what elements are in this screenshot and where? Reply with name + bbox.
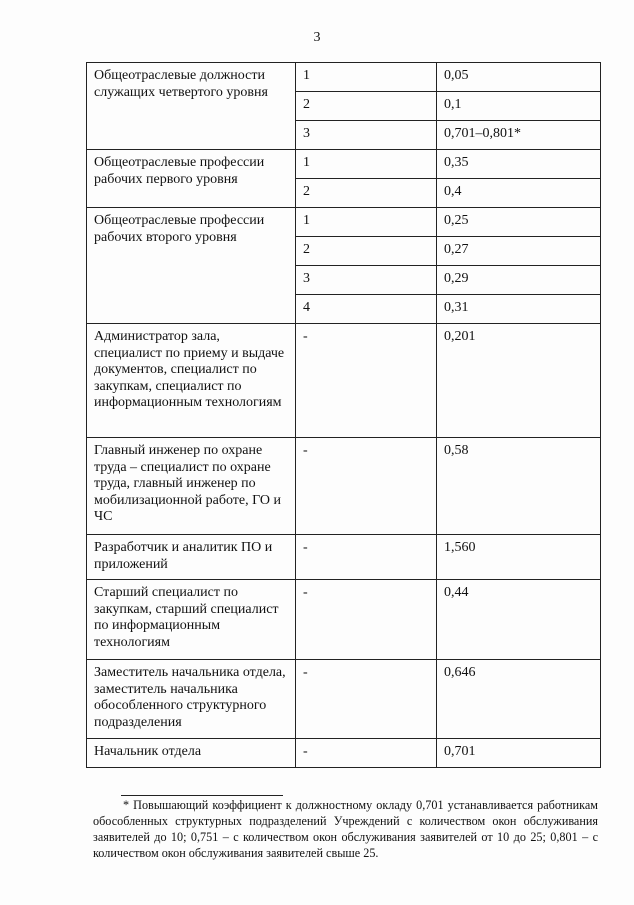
footnote-separator <box>121 795 283 796</box>
coefficient-cell: 0,27 <box>437 237 601 266</box>
position-cell: Начальник отдела <box>87 739 296 768</box>
level-cell: 2 <box>296 237 437 266</box>
coefficient-cell: 0,4 <box>437 179 601 208</box>
table-row <box>87 660 601 739</box>
table-row <box>87 739 601 768</box>
level-cell: - <box>296 580 437 660</box>
salary-coefficient-table <box>86 62 601 768</box>
position-cell: Главный инженер по охране труда – специалист по охране труда, главный инженер по мобилизационной работе, ГО и ЧС <box>87 438 296 535</box>
coefficient-cell: 1,560 <box>437 535 601 580</box>
level-cell: - <box>296 739 437 768</box>
position-cell: Общеотраслевые профессии рабочих второго уровня <box>87 208 296 324</box>
coefficient-cell: 0,25 <box>437 208 601 237</box>
coefficient-cell: 0,05 <box>437 63 601 92</box>
position-cell: Заместитель начальника отдела, заместитель начальника обособленного структурного подразделения <box>87 660 296 739</box>
page-number: 3 <box>313 30 321 45</box>
coefficient-cell: 0,1 <box>437 92 601 121</box>
position-cell: Общеотраслевые должности служащих четвертого уровня <box>87 63 296 150</box>
position-cell: Общеотраслевые профессии рабочих первого уровня <box>87 150 296 208</box>
footnote: * Повышающий коэффициент к должностному окладу 0,701 устанавливается работникам обособленных структурных подразделений Учреждений с количеством окон обслуживания заявителей до 10; 0,751 – с количеством окон обслуживания заявителей от 10 до 25; 0,801 – с количеством окон обслуживания заявителей свыше 25. <box>93 798 598 860</box>
coefficient-cell: 0,201 <box>437 324 601 438</box>
table-row <box>87 324 601 438</box>
level-cell: 1 <box>296 63 437 92</box>
table-row <box>87 63 601 92</box>
level-cell: - <box>296 324 437 438</box>
coefficient-cell: 0,44 <box>437 580 601 660</box>
level-cell: - <box>296 660 437 739</box>
level-cell: 2 <box>296 179 437 208</box>
table-row <box>87 150 601 179</box>
level-cell: - <box>296 438 437 535</box>
level-cell: 3 <box>296 121 437 150</box>
coefficient-cell: 0,31 <box>437 295 601 324</box>
level-cell: 2 <box>296 92 437 121</box>
level-cell: 4 <box>296 295 437 324</box>
level-cell: 1 <box>296 150 437 179</box>
table-row <box>87 208 601 237</box>
position-cell: Старший специалист по закупкам, старший специалист по информационным технологиям <box>87 580 296 660</box>
coefficient-cell: 0,701 <box>437 739 601 768</box>
position-cell: Разработчик и аналитик ПО и приложений <box>87 535 296 580</box>
position-cell: Администратор зала, специалист по приему и выдаче документов, специалист по закупкам, специалист по информационным технологиям <box>87 324 296 438</box>
coefficient-cell: 0,29 <box>437 266 601 295</box>
level-cell: - <box>296 535 437 580</box>
coefficient-cell: 0,701–0,801* <box>437 121 601 150</box>
coefficient-cell: 0,646 <box>437 660 601 739</box>
table-row <box>87 438 601 535</box>
table-row <box>87 535 601 580</box>
table-row <box>87 580 601 660</box>
level-cell: 1 <box>296 208 437 237</box>
coefficient-cell: 0,35 <box>437 150 601 179</box>
coefficient-cell: 0,58 <box>437 438 601 535</box>
level-cell: 3 <box>296 266 437 295</box>
